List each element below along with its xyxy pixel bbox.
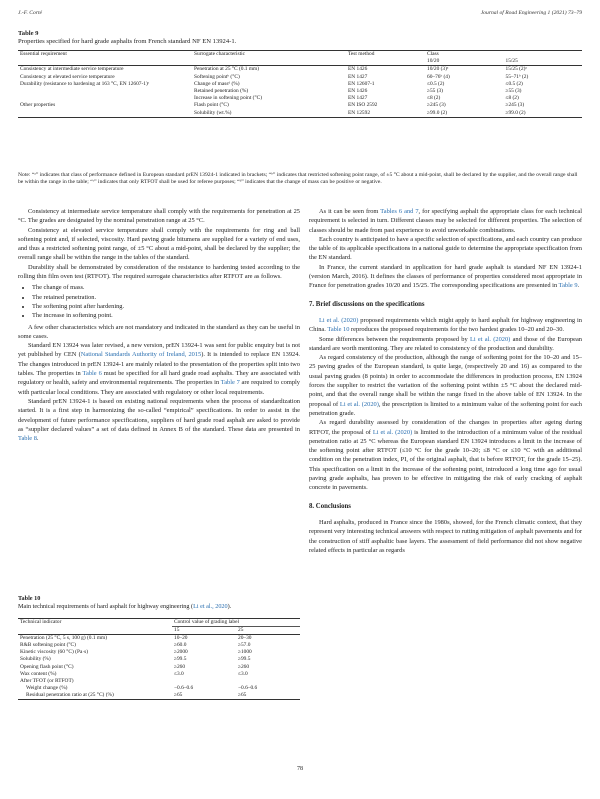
paragraph: Each country is anticipated to have a specific selection of specifications, and each country can produce the table of its applicable specifications in a national guide to determine the appropriate specification from the EN standard. — [309, 235, 582, 262]
table-row: Consistency at elevated service temperature Softening pointᵇ (°C) EN 1427 60–76ᵇ (4) 55–71ᵇ (2) — [20, 73, 529, 80]
table9 — [18, 50, 582, 118]
citation-link[interactable]: National Standards Authority of Ireland, 2015 — [80, 351, 202, 359]
citation-link[interactable]: Li et al. (2020) — [339, 400, 379, 408]
header-journal: Journal of Road Engineering 1 (2021) 73–79 — [480, 10, 582, 16]
paragraph: Standard EN 13924 was later revised, a new version, prEN 13924-1 was sent for public enquiry but is not yet published by CEN (National Standards Authority of Ireland, 2015). It is intended to replace EN 13924. The changes introduced in prEN 13924-1 are mainly related to the presentation of the properties split into two tables. The properties in Table 6 must be specified for all hard grade road asphalts. They are associated with regulatory or health, safety and environmental requirements. The properties in Table 7 are required to comply with particular local conditions. They are associated with regulatory or other local requirements. — [18, 342, 301, 396]
table10-grade: 25 — [236, 627, 300, 635]
table-row: Penetration (25 °C, 5 s, 100 g) (0.1 mm) 10–20 20–30 — [20, 635, 252, 642]
table10-caption-block: Table 10 Main technical requirements of hard asphalt for highway engineering (Li et al., 2020). — [18, 595, 300, 611]
table-row: Other properties Flash point (°C) EN ISO 2592 ≥245 (3) ≥245 (3) — [20, 102, 525, 109]
section-heading: 8. Conclusions — [309, 502, 351, 510]
table-row: Kinetic viscosity (60 °C) (Pa·s) ≥2000 ≥1000 — [20, 649, 252, 656]
paragraph: As regard durability assessed by consideration of the changes in properties after ageing during RTFOT, the proposal of Li et al. (2020) is limited to the introduction of a minimum value of the residual penetration ratio at 25 °C whereas the European standard EN 13924 introduces a limit in the increase of the softening point after RTFOT (≤10 °C for the grade 10–20; ≤8 °C or ≤10 °C with an additional condition on the penetration index, PI, of the original asphalt, that is before RTFOT, for the grade 15–25). This specification on a limit in the increase of the softening point, introduced a long time ago for usual paving grade asphalts, has proven to be effective in mitigating the risk of early cracking of asphalt concrete in pavements. — [309, 419, 582, 492]
page-number: 78 — [297, 766, 303, 772]
citation-link[interactable]: Li et al. (2020) — [372, 428, 413, 436]
paragraph: A few other characteristics which are not mandatory and indicated in the standard as they can be useful in some cases. — [18, 323, 300, 340]
table-row: Increase in softening point (°C) EN 1427 ≤8 (2) ≤8 (2) — [194, 95, 519, 102]
rtfot-list — [18, 283, 300, 320]
table-row: Durability (resistance to hardening at 163 °C, EN 12607-1)ᶜ Change of massᵈ (%) EN 12607-1 ≤0.5 (2) ≤0.5 (2) — [20, 80, 523, 87]
table-row: Wax content (%) ≤3.0 ≤3.0 — [20, 670, 248, 677]
list-item: • The change of mass. — [32, 283, 300, 292]
table-link[interactable]: Table 10 — [327, 326, 350, 334]
table10 — [18, 618, 300, 700]
table9-header: Essential requirement — [18, 51, 192, 59]
paragraph: Li et al. (2020) proposed requirements which might apply to hard asphalt for highway engineering in China. Table 10 reproduces the proposed requirements for the two hardest grades 10–20 and 20–30. — [309, 316, 582, 334]
table9-caption-block — [18, 30, 236, 46]
citation-link[interactable]: Li et al. (2020) — [469, 335, 511, 343]
table-row: Solubility (wt.%) EN 12592 ≥99.0 (2) ≥99.0 (2) — [18, 110, 582, 118]
table-row: Solubility (%) ≥99.5 ≥99.5 — [20, 656, 251, 663]
table-link[interactable]: Table 7 — [220, 379, 240, 387]
paragraph: As it can be seen from Tables 6 and 7, for specifying asphalt the appropriate class for each technical requirement is selected in turn. Different classes may be selected for different properties. The selection of classes should be made from past experience to avoid unworkable combinations. — [309, 208, 582, 234]
table9-header: Surrogate characteristic — [192, 51, 346, 59]
table9-class: 15/25 — [504, 58, 583, 66]
table9-note: Note: “ᵃ” indicates that class of performance defined in European standard prEN 13924-1 indicated in brackets; “ᵇ” indicates that restricted softening point range, of ±5 °C about a mid-point, shall be declared by the supplier, and the overall range shall be within the range in the table; “ᶜ” indicates that only RTFOT shall be used for referee purposes; “ᵈ” indicates that the change of mass can be positive or negative. — [18, 172, 578, 186]
list-item: • The retained penetration. — [32, 293, 300, 302]
table9-header: Class — [425, 51, 582, 59]
table-row: Residual penetration ratio at (25 °C) (%) ≥65 ≥65 — [18, 692, 300, 700]
table9-label: Table 9 — [18, 30, 39, 37]
table-row: R&B softening point (°C) ≥60.0 ≥57.0 — [20, 642, 251, 649]
table-row: Opening flash point (°C) ≥260 ≥260 — [20, 663, 250, 670]
table-link[interactable]: Table 6 — [82, 370, 102, 378]
list-item: • The increase in softening point. — [32, 311, 300, 320]
section-heading: 7. Brief discussions on the specifications — [309, 300, 425, 308]
table10-header: Control value of grading label — [172, 619, 300, 627]
paragraph: Standard prEN 13924-1 is based on existing national requirements when the process of standardization started. It is a first step in harmonizing the so-called “empirical” specifications. In order to assist in the development of future performance specifications, suppliers of hard grade road asphalt are asked to provide as “supplier declared values” a set of data defined in Annex B of the standard. These data are presented in Table 8. — [18, 397, 300, 443]
running-header — [18, 10, 582, 22]
table-link[interactable]: Table 8 — [18, 435, 37, 443]
paragraph: Consistency at elevated service temperature shall comply with the requirements for ring and ball softening point and, if selected, viscosity. Hard paving grade bitumens are supplied for a variety of end uses, and thus a restricted softening point range, of ±5 °C about a mid-point, shall be declared by the supplier; the overall range shall be within the range in the tables of the standard. — [18, 226, 300, 262]
paragraph: In France, the current standard in application for hard grade asphalt is standard NF EN 13924-1 (version March, 2016). It defines the classes of performance of properties considered most appropriate in France for penetration grades 10/20 and 15/25. The corresponding specifications are presented in Table 9. — [309, 263, 582, 290]
paragraph: Hard asphalts, produced in France since the 1980s, showed, for the French climatic context, that they represent very interesting technical answers with respect to rutting mitigation of asphalt pavements and for the construction of stiff asphaltic base layers. The assessment of field performance did not show negative related effects in particular as regards — [309, 518, 582, 554]
table10-header: Technical indicator — [18, 619, 172, 627]
table-row: Consistency at intermediate service temperature Penetration at 25 °C (0.1 mm) EN 1426 10/20 (3)ᵃ 15/25 (2)ᵃ — [20, 66, 527, 73]
table10-grade: 15 — [172, 627, 236, 635]
table-row: Retained penetration (%) EN 1426 ≥55 (3) ≥55 (3) — [194, 88, 522, 95]
table-link[interactable]: Tables 6 and 7 — [380, 208, 419, 215]
table9-caption: Properties specified for hard grade asphalts from French standard NF EN 13924-1. — [18, 38, 237, 45]
paragraph: Durability shall be demonstrated by consideration of the resistance to hardening tested according to the rolling thin film oven test (RTFOT). The required surrogate characteristics after RTFOT are as follows. — [18, 263, 300, 281]
table9-class: 10/20 — [425, 58, 504, 66]
table-link[interactable]: Table 9 — [558, 282, 578, 290]
citation-link[interactable]: Li et al., 2020 — [193, 603, 228, 610]
header-author: J.-F. Corté — [18, 10, 42, 16]
paragraph: Some differences between the requirements proposed by Li et al. (2020) and those of the European standard are worth mentioning. They are related to consistency of the production and durability. — [309, 335, 582, 352]
table-row: Weight change (%) −0.6–0.6 −0.6–0.6 — [26, 684, 258, 691]
paragraph: As regard consistency of the production, although the range of softening point for the 10–20 and 15–25 paving grades of the European standard, is quite large, (respectively 20 and 16) as compared to the usual paving grades (8 points) in order to accommodate the differences in production process, EN 13924 forces the supplier to restrict the variation of the softening point within ±5 °C about the declared mid-point, and that the overall range shall be within the range fixed in the above table of EN 13924. In the proposal of Li et al. (2020), the prescription is limited to a minimum value of the softening point for each penetration grade. — [309, 354, 582, 417]
right-column — [309, 207, 582, 555]
left-column — [18, 207, 300, 443]
table9-header: Test method — [346, 51, 425, 59]
table-row: After TFOT (or RTFOT) — [20, 677, 74, 684]
list-item: • The softening point after hardening. — [32, 302, 300, 311]
table10-label: Table 10 — [18, 595, 41, 602]
paragraph: Consistency at intermediate service temperature shall comply with the requirements for penetration at 25 °C. The grades are designated by the nominal penetration range at 25 °C. — [18, 208, 300, 225]
citation-link[interactable]: Li et al. (2020) — [319, 316, 359, 324]
